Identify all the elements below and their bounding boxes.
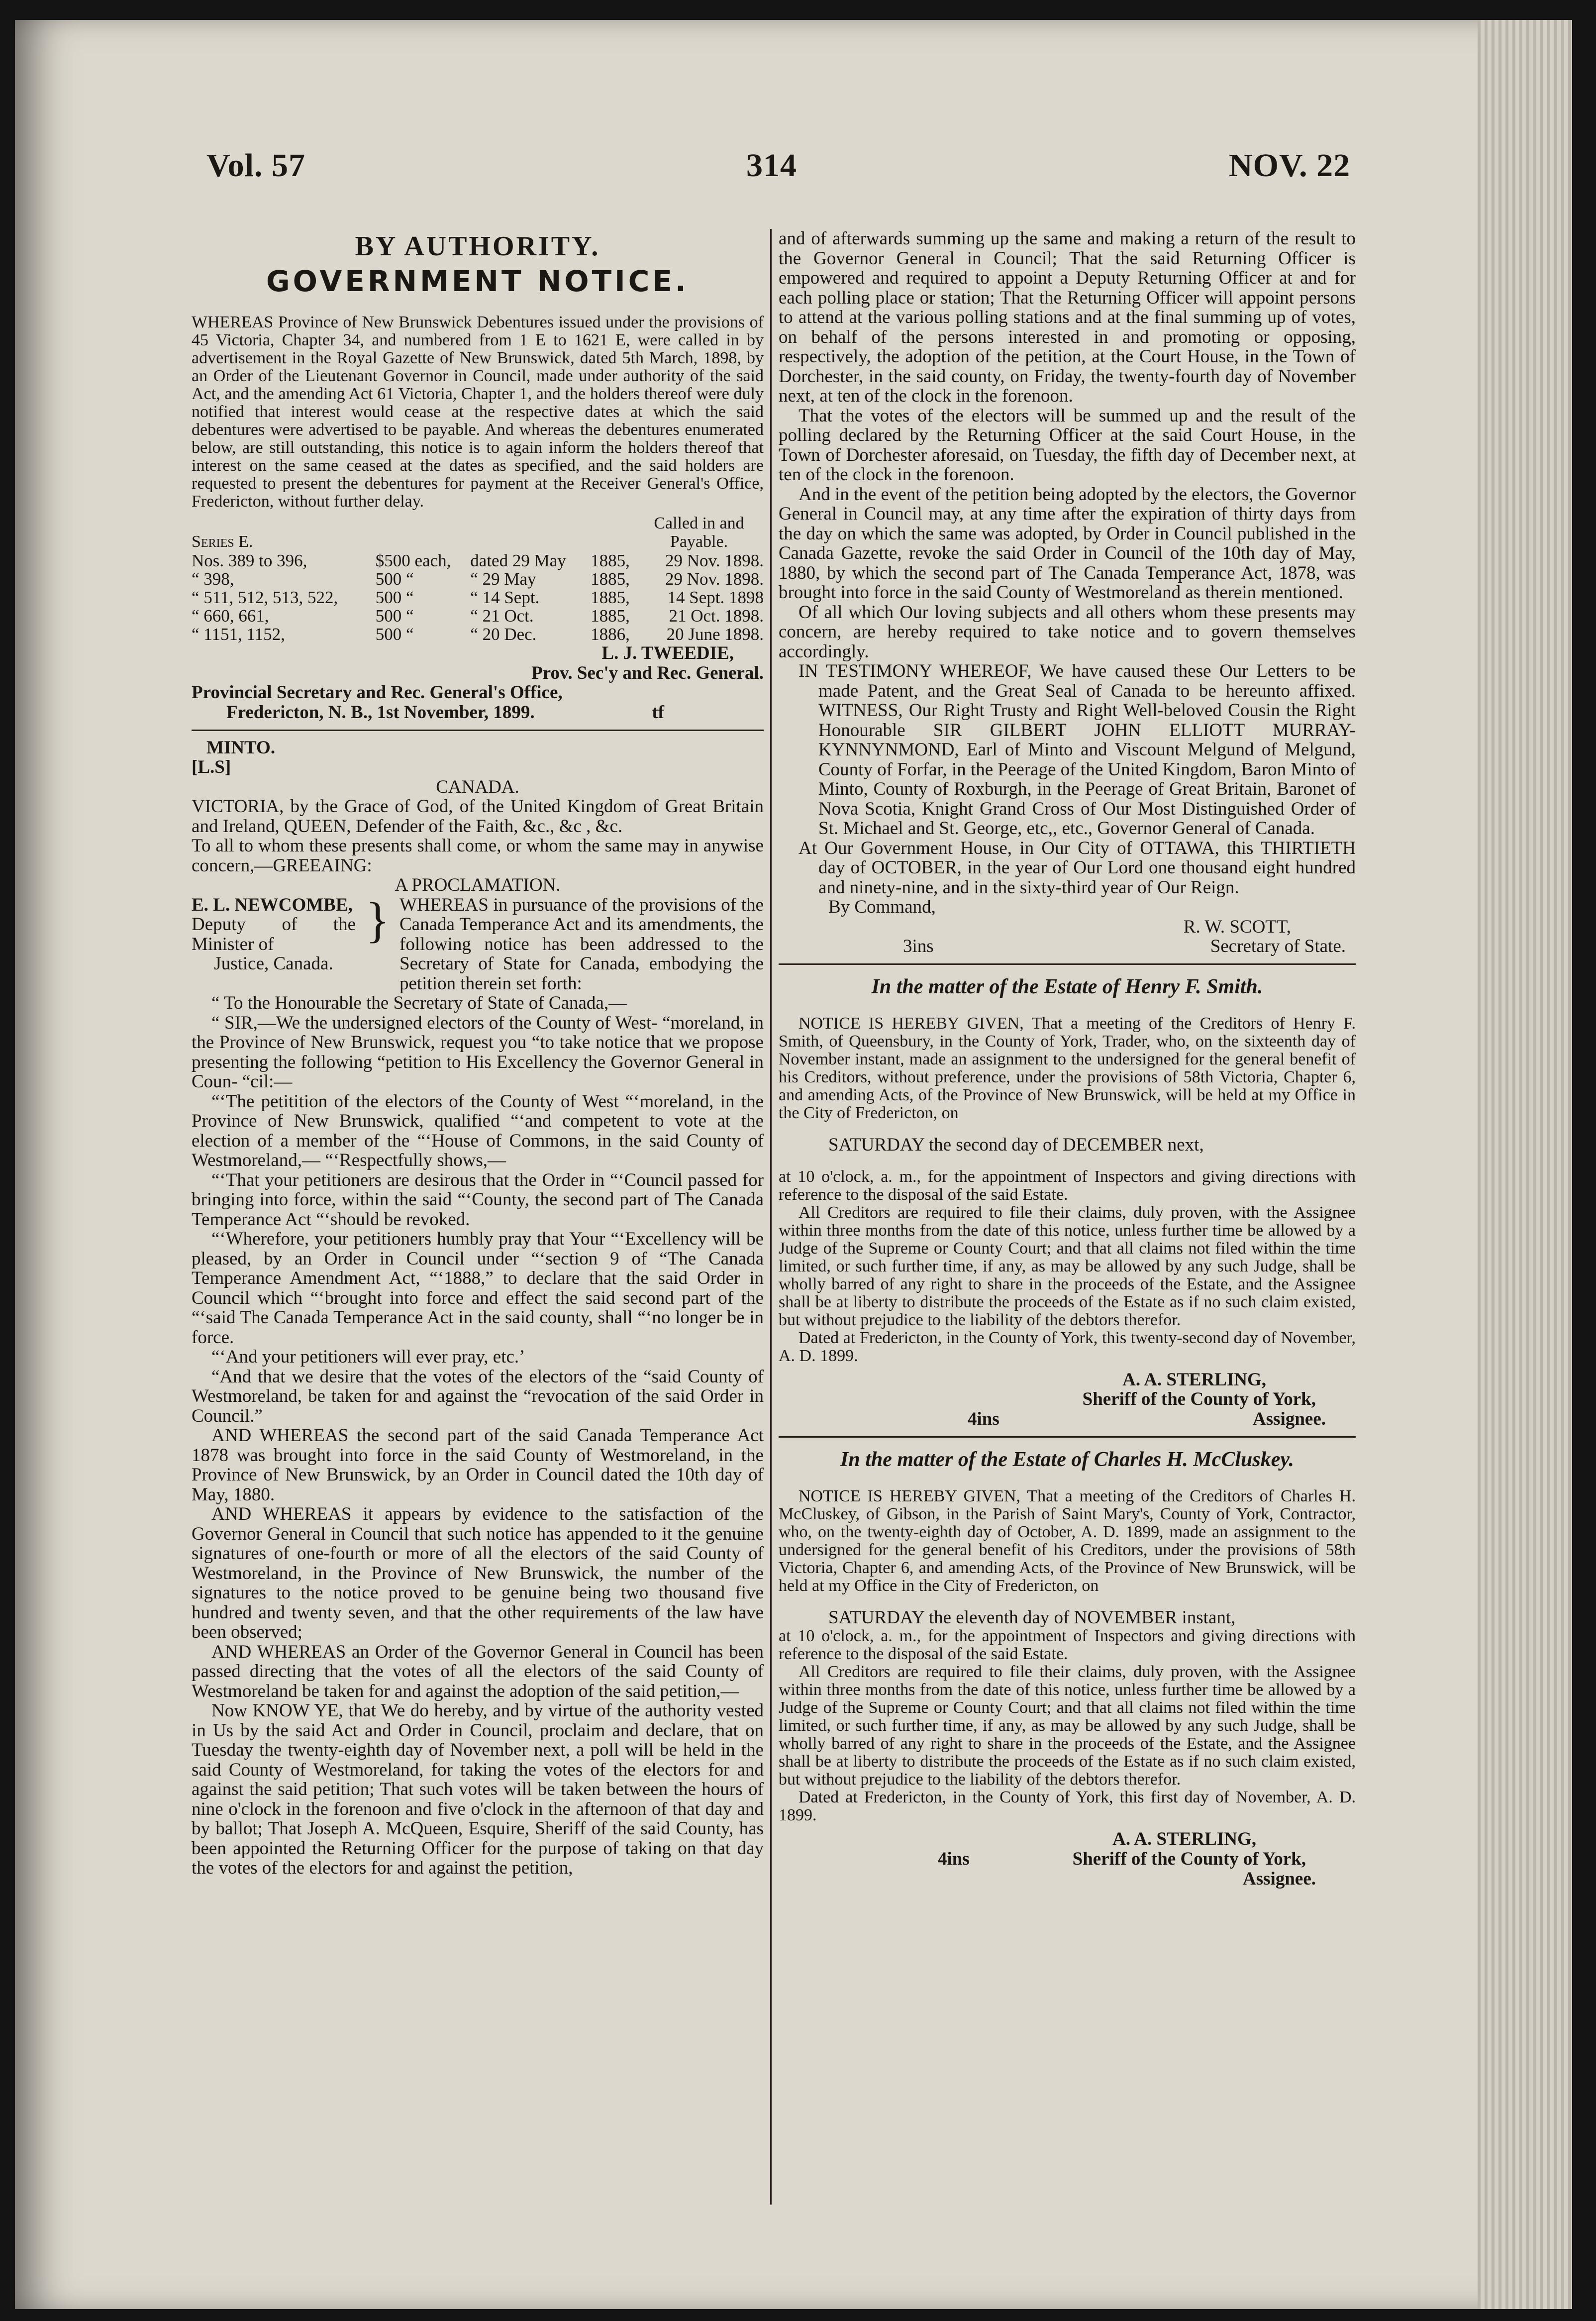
debenture-year: 1885, <box>591 569 630 589</box>
insertion-count-2: 4ins <box>968 1408 999 1429</box>
debenture-year: 1885, <box>591 606 630 626</box>
debenture-nos: Nos. 389 to 396, <box>192 551 307 570</box>
newcombe-title: Deputy of the Minister of <box>192 914 356 954</box>
debenture-payable: 21 Oct. 1898. <box>669 606 764 626</box>
government-notice-heading: GOVERNMENT NOTICE. <box>266 264 689 298</box>
smith-creditors: All Creditors are required to file their claims, duly proven, with the Assignee within three months from the date of this notice, unless further time be allowed by a Judge of the Supreme or County Court; and that all claims not filed within the time limited, or such further time, if any, as may be allowed by any such Judge, shall be wholly barred of any right to share in the proceeds of the Estate, and the Assignee shall be at liberty to distribute the proceeds of the Estate as if no such claim existed, but without prejudice to the liability of the debtors therefor. <box>779 1203 1356 1329</box>
debenture-amt: 500 “ <box>375 588 414 607</box>
debenture-dated: “ 20 Dec. <box>470 625 537 644</box>
debentures-notice: WHEREAS Province of New Brunswick Debentures issued under the provisions of 45 Victoria, Chapter 34, and numbered from 1 E to 1621 E, were called in by advertisement in the Royal Gazette of New Brunswick, dated 5th March, 1898, by an Order of the Lieutenant Governor in Council, made under authority of the said Act, and the amending Act 61 Victoria, Chapter 1, and the holders thereof were duly notified that interest would cease at the respective dates at which the said debentures were advertised to be payable. And whereas the debentures enumerated below, are still outstanding, this notice is to again inform the holders thereof that interest on the same ceased at the dates as specified, and the said holders are requested to present the debentures for payment at the Receiver General's Office, Fredericton, without further delay. <box>192 313 764 511</box>
assignee-label-2: Assignee. <box>1243 1868 1316 1889</box>
by-command: By Command, <box>828 897 936 917</box>
petition-electors: “‘The petitition of the electors of the County of West “‘moreland, in the Province of New Brunswick, qualified “‘and competent to vote at the election of a member of the “‘House of Commons, in the said County of Westmoreland,— “‘Respectfully shows,— <box>192 1091 764 1170</box>
minto-label: MINTO. <box>206 737 276 758</box>
smith-date: SATURDAY the second day of DECEMBER next, <box>828 1135 1204 1155</box>
testimony-whereof: IN TESTIMONY WHEREOF, We have caused these Our Letters to be made Patent, and the Great Seal of Canada to be hereunto affixed. WITNESS, Our Right Trusty and Right Well-beloved Cousin the Right Honourable SIR GILBERT JOHN ELLIOTT MURRAY-KYNNYNMOND, Earl of Minto and Viscount Melgund of Melgund, County of Forfar, in the Peerage of the United Kingdom, Baron Minto of Minto, County of Roxburgh, in the Peerage of Great Britain, Baronet of Nova Scotia, Knight Grand Cross of Our Most Distinguished Order of St. Michael and St. George, etc,, etc., Governor General of Canada. <box>798 661 1356 839</box>
mccluskey-creditors: All Creditors are required to file their claims, duly proven, with the Assignee within three months from the date of this notice, unless further time be allowed by a Judge of the Supreme or County Court; and that all claims not filed within the time limited, or such further time, if any, as may be allowed by any such Judge, shall be wholly barred of any right to share in the proceeds of the Estate, and the Assignee shall be at liberty to distribute the proceeds of the Estate as if no such claim existed, but without prejudice to the liability of the debtors therefor. <box>779 1663 1356 1789</box>
section-rule <box>192 730 764 731</box>
whereas-proclamation: WHEREAS in pursuance of the provisions of the Canada Temperance Act and its amendments, the following notice has been addressed to the Secretary of State for Canada, embodying the petition therein set forth: <box>399 894 764 994</box>
debenture-nos: “ 660, 661, <box>192 606 269 626</box>
assignee-label-1: Assignee. <box>1253 1408 1326 1429</box>
debenture-year: 1885, <box>591 588 630 607</box>
smith-notice: NOTICE IS HEREBY GIVEN, That a meeting of the Creditors of Henry F. Smith, of Queensbury, in the County of York, Trader, who, on the sixteenth day of November instant, made an assignment to the undersigned for the general benefit of his Creditors, without preference, under the provisions of 58th Victoria, Chapter 6, and amending Acts, of the Province of New Brunswick, will be held at my Office in the City of Fredericton, on <box>779 1014 1356 1122</box>
tweedie-title: Prov. Sec'y and Rec. General. <box>531 662 764 683</box>
debenture-row <box>192 588 764 607</box>
debenture-row <box>192 607 764 625</box>
sterling-signature-2: A. A. STERLING, <box>1112 1829 1256 1849</box>
debenture-row <box>192 551 764 570</box>
debenture-payable: 29 Nov. 1898. <box>665 551 764 570</box>
petition-pray: “‘And your petitioners will ever pray, etc.’ <box>211 1347 525 1367</box>
debenture-amt: 500 “ <box>375 606 414 626</box>
debenture-row <box>192 625 764 643</box>
section-rule <box>779 1436 1356 1438</box>
debenture-amt: 500 “ <box>375 625 414 644</box>
scott-title: Secretary of State. <box>1210 936 1346 956</box>
debenture-payable: 20 June 1898. <box>666 625 764 644</box>
column-divider <box>770 229 772 2205</box>
debenture-year: 1885, <box>591 551 630 570</box>
debenture-amt: $500 each, <box>375 551 451 570</box>
called-in-header: Called in and <box>654 514 744 532</box>
petition-desire: “‘That your petitioners are desirous that the Order in “‘Council passed for bringing into force, within the said “‘County, the second part of The Canada Temperance Act “‘should be revoked. <box>192 1169 764 1230</box>
petition-votes: “And that we desire that the votes of the electors of the “said County of Westmoreland, be taken for and against the “revocation of the said Order in Council.” <box>192 1366 764 1426</box>
page-number: 314 <box>746 147 797 184</box>
sterling-signature-1: A. A. STERLING, <box>1122 1369 1266 1390</box>
tweedie-signature: L. J. TWEEDIE, <box>601 643 734 663</box>
office-line: Provincial Secretary and Rec. General's Office, <box>192 682 563 703</box>
debenture-nos: “ 398, <box>192 569 234 589</box>
now-know-ye: Now KNOW YE, that We do hereby, and by virtue of the authority vested in Us by the said Act and Order in Council, proclaim and declare, that on Tuesday the twenty-eighth day of November next, a poll will be held in the said County of Westmoreland, for taking the votes of the electors for and against the said petition; That such votes will be taken between the hours of nine o'clock in the forenoon and five o'clock in the afternoon of that day and by ballot; That Joseph A. McQueen, Esquire, Sheriff of the said County, has been appointed the Returning Officer for the purpose of taking on that day the votes of the electors for and against the petition, <box>192 1700 764 1878</box>
whereas-second-part: AND WHEREAS the second part of the said Canada Temperance Act 1878 was brought into force in the said County of Westmoreland, in the Province of New Brunswick, by an Order in Council dated the 10th day of May, 1880. <box>192 1425 764 1505</box>
debenture-payable: 14 Sept. 1898 <box>667 588 764 607</box>
seal-label: [L.S] <box>192 757 231 777</box>
mccluskey-heading: In the matter of the Estate of Charles H. McCluskey. <box>840 1448 1294 1471</box>
debenture-payable: 29 Nov. 1898. <box>665 569 764 589</box>
newcombe-office: Justice, Canada. <box>214 953 333 974</box>
petition-wherefore: “‘Wherefore, your petitioners humbly pray that Your “‘Excellency will be pleased, by an Order in Council under “‘section 9 of “The Canada Temperance Amendment Act, “‘1888,” to declare that the said Order in Council which “‘brought into force and effect the said second part of the “‘said The Canada Temperance Act in the said county, shall “‘no longer be in force. <box>192 1229 764 1348</box>
office-date: Fredericton, N. B., 1st November, 1899. <box>226 702 535 723</box>
mccluskey-notice: NOTICE IS HEREBY GIVEN, That a meeting of the Creditors of Charles H. McCluskey, of Gibson, in the Parish of Saint Mary's, County of York, Contractor, who, on the twenty-eighth day of October, A. D. 1899, made an assignment to the undersigned for the general benefit of his Creditors, under the provisions of 58th Victoria, Chapter 6, and amending Acts, of the Province of New Brunswick, will be held at my Office in the City of Fredericton, on <box>779 1486 1356 1595</box>
brace-glyph: } <box>366 892 390 948</box>
newcombe-name: E. L. NEWCOMBE, <box>192 894 353 915</box>
tf-marker: tf <box>652 702 664 723</box>
mccluskey-meeting-time: at 10 o'clock, a. m., for the appointment of Inspectors and giving directions with reference to the disposal of the said Estate. <box>779 1627 1356 1663</box>
debenture-amt: 500 “ <box>375 569 414 589</box>
debenture-dated: dated 29 May <box>470 551 566 570</box>
proclamation-continued: and of afterwards summing up the same and making a return of the result to the Governor General in Council; That the said Returning Officer is empowered and required to appoint a Deputy Returning Officer at and for each polling place or station; That the Returning Officer will appoint persons to attend at the various polling stations and at the final summing up of votes, on behalf of the persons interested in and promoting or opposing, respectively, the adoption of the petition, at the Court House, in the Town of Dorchester, in the said county, on Friday, the twenty-fourth day of November next, at ten of the clock in the forenoon. <box>779 228 1356 406</box>
debenture-row <box>192 570 764 588</box>
debenture-year: 1886, <box>591 625 630 644</box>
victoria-text: VICTORIA, by the Grace of God, of the United Kingdom of Great Britain and Ireland, QUEEN, Defender of the Faith, &c., &c , &c. <box>192 796 764 837</box>
loving-subjects: Of all which Our loving subjects and all others whom these presents may concern, are hereby required to take notice and to govern themselves accordingly. <box>779 602 1356 662</box>
whereas-evidence: AND WHEREAS it appears by evidence to the satisfaction of the Governor General in Council that such notice has appended to it the genuine signatures of one-fourth or more of all the electors of the said County of Westmoreland, in the Province of New Brunswick, the number of the signatures to the notice proved to be genuine being two thousand five hundred and twenty seven, and that the other requirements of the law have been observed; <box>192 1504 764 1642</box>
smith-dated: Dated at Fredericton, in the County of York, this twenty-second day of November, A. D. 1899. <box>779 1328 1356 1365</box>
series-label: Series E. <box>192 532 253 551</box>
petition-adopted: And in the event of the petition being adopted by the electors, the Governor General in Council may, at any time after the expiration of thirty days from the day on which the same was adopted, by Order in Council published in the Canada Gazette, revoke the said Order in Council of the 10th day of May, 1880, by which the second part of The Canada Temperance Act, 1878, was brought into force in the said County of Westmoreland as therein mentioned. <box>779 484 1356 603</box>
right-column <box>779 229 1356 1889</box>
sheriff-title-1: Sheriff of the County of York, <box>1082 1389 1316 1409</box>
smith-meeting-time: at 10 o'clock, a. m., for the appointment of Inspectors and giving directions with reference to the disposal of the said Estate. <box>779 1167 1356 1204</box>
votes-summed: That the votes of the electors will be summed up and the result of the polling declared by the Returning Officer at the said Court House, in the Town of Dorchester aforesaid, on Tuesday, the fifth day of December next, at ten of the clock in the forenoon. <box>779 405 1356 485</box>
debenture-nos: “ 1151, 1152, <box>192 625 285 644</box>
insertion-count-3: 4ins <box>938 1848 970 1869</box>
smith-heading: In the matter of the Estate of Henry F. Smith. <box>871 975 1263 998</box>
newcombe-block <box>192 895 356 994</box>
debentures-table <box>192 551 764 643</box>
petition-sir: “ SIR,—We the undersigned electors of the County of West- “moreland, in the Province of New Brunswick, request you “to take notice that we propose presenting the following “petition to His Excellency the Governor General in Coun- “cil:— <box>192 1012 764 1092</box>
debenture-dated: “ 21 Oct. <box>470 606 534 626</box>
canada-heading: CANADA. <box>436 776 519 797</box>
to-all-text: To all to whom these presents shall come, or whom the same may in anywise concern,—GREEAING: <box>192 836 764 876</box>
sheriff-title-2: Sheriff of the County of York, <box>1072 1848 1306 1869</box>
mccluskey-dated: Dated at Fredericton, in the County of York, this first day of November, A. D. 1899. <box>779 1788 1356 1824</box>
debenture-dated: “ 29 May <box>470 569 536 589</box>
debenture-dated: “ 14 Sept. <box>470 588 540 607</box>
volume-label: Vol. 57 <box>206 147 305 184</box>
left-column <box>192 229 764 1878</box>
scott-name: R. W. SCOTT, <box>1183 916 1291 937</box>
insertion-count-1: 3ins <box>903 936 934 956</box>
by-authority-heading: BY AUTHORITY. <box>355 231 600 262</box>
mccluskey-date: SATURDAY the eleventh day of NOVEMBER instant, <box>828 1607 1236 1628</box>
debenture-nos: “ 511, 512, 513, 522, <box>192 588 338 607</box>
government-house: At Our Government House, in Our City of OTTAWA, this THIRTIETH day of OCTOBER, in the year of Our Lord one thousand eight hundred and ninety-nine, and in the sixty-third year of Our Reign. <box>798 838 1356 898</box>
petition-address: “ To the Honourable the Secretary of State of Canada,— <box>211 993 627 1013</box>
issue-date: NOV. 22 <box>1229 147 1351 184</box>
section-rule <box>779 963 1356 965</box>
payable-header: Payable. <box>670 532 728 551</box>
proclamation-heading: A PROCLAMATION. <box>395 875 561 895</box>
whereas-order: AND WHEREAS an Order of the Governor General in Council has been passed directing that the votes of all the electors of the said County of Westmoreland be taken for and against the adoption of the said petition,— <box>192 1641 764 1701</box>
page-edge <box>1478 20 1572 2309</box>
newspaper-page <box>15 20 1572 2309</box>
